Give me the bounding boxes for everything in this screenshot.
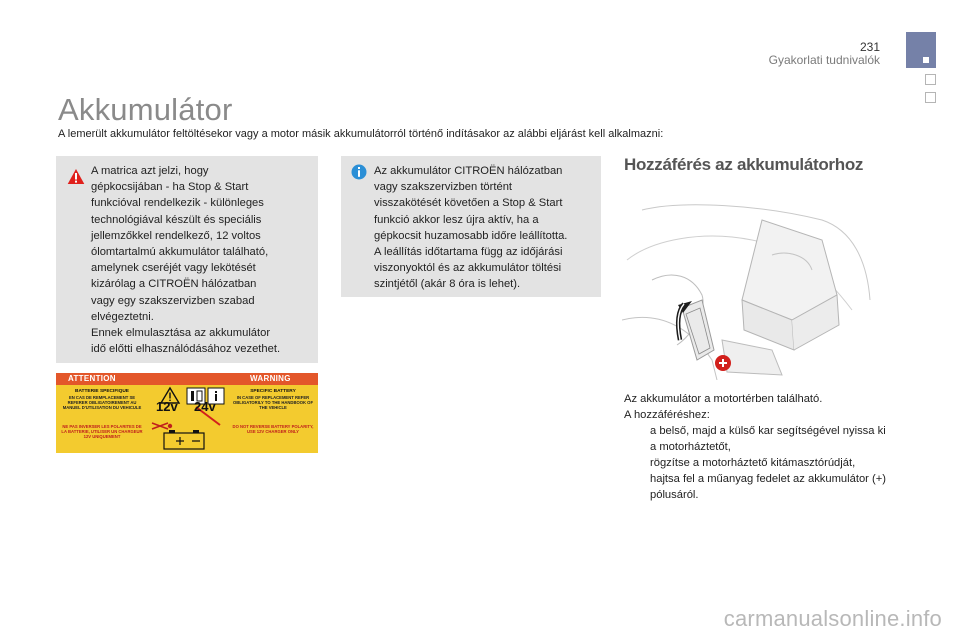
instruction-line: A hozzáféréshez: [624,409,710,421]
label-attention: ATTENTION [68,374,116,383]
warning-line: gépkocsijában - ha Stop & Start [91,181,249,194]
warning-line: vagy egy szakszervizben szabad [91,294,255,307]
info-line: funkció akkor lesz újra aktív, ha a [374,213,539,226]
warning-line: kizárólag a CITROËN hálózatban [91,278,257,291]
warning-line: amelynek cseréjét vagy lekötését [91,262,256,275]
label-12v: 12v [156,399,178,414]
exclamation-icon [67,168,85,185]
chapter-tab[interactable] [925,74,936,85]
info-line: A leállítás időtartama függ az időjárási [374,246,563,259]
warning-line: ólomtartalmú akkumulátor található, [91,246,269,259]
label-header-band [56,373,318,385]
engine-bay-illustration [622,200,872,380]
label-right-text-2: DO NOT REVERSE BATTERY POLARITY, USE 12V CHARGER ONLY [232,424,314,435]
warning-line: funkcióval rendelkezik - különleges [91,197,264,210]
info-line: szintjétől (akár 8 óra is lehet). [374,278,521,291]
chapter-tab[interactable] [925,92,936,103]
instruction-step [624,471,894,503]
step-text: rögzítse a motorháztető kitámasztórúdját, [650,457,856,469]
section-title: Gyakorlati tudnivalók [768,53,880,67]
label-warning: WARNING [250,374,291,383]
step-text: hajtsa fel a műanyag fedelet az akkumulátor (+) pólusáról. [650,473,886,501]
warning-line: jellemzőkkel rendelkező, 12 voltos [91,229,261,242]
warning-line: elvégeztetni. [91,310,154,323]
warning-line: A matrica azt jelzi, hogy [91,165,209,177]
instruction-step [624,455,894,471]
info-line: gépkocsit huzamosabb időre leállította. [374,229,568,242]
label-left-text: EN CAS DE REMPLACEMENT SE REFERER OBLIGATOIREMENT AU MANUEL D'UTILISATION DU VEHICULE [62,395,142,411]
intro-text: A lemerült akkumulátor feltöltésekor vagy a motor másik akkumulátorról történő indításakor az alábbi eljárást kell alkalmazni: [58,128,664,140]
tab-marker [923,57,929,63]
access-instructions [624,391,894,503]
label-left-text-2: NE PAS INVERSER LES POLARITES DE LA BATTERIE, UTILISER UN CHARGEUR 12V UNIQUEMENT [61,424,143,440]
info-text [374,163,598,293]
warning-text [91,163,313,357]
info-line: visszakötését követően a Stop & Start [374,197,563,210]
step-text: a belső, majd a külső kar segítségével nyissa ki a motorháztetőt, [650,425,886,453]
battery-warning-label [56,373,318,453]
warning-line: technológiával készült és speciális [91,213,262,226]
warning-line: idő előtti elhasználódásához vezethet. [91,343,281,356]
watermark: carmanualsonline.info [723,606,942,631]
label-right-heading: SPECIFIC BATTERY [250,389,296,394]
info-line: Az akkumulátor CITROËN hálózatban [374,165,563,177]
page-title: Akkumulátor [58,92,233,127]
chapter-tab-active[interactable] [906,32,936,68]
warning-line: Ennek elmulasztása az akkumulátor [91,327,271,340]
battery-pictograms-icon [148,385,230,451]
info-line: vagy szakszervizben történt [374,181,513,194]
label-24v: 24v [194,399,216,414]
label-right-text: IN CASE OF REPLACEMENT REFER OBLIGATORILY TO THE HANDBOOK OF THE VEHICLE [232,395,314,411]
section-heading: Hozzáférés az akkumulátorhoz [624,155,864,174]
instruction-line: Az akkumulátor a motortérben található. [624,393,823,405]
label-left-heading: BATTERIE SPECIFIQUE [74,389,129,394]
instruction-step [624,423,894,455]
page-number: 231 [859,40,880,54]
info-icon [351,164,367,180]
info-line: viszonyoktól és az akkumulátor töltési [374,262,562,275]
